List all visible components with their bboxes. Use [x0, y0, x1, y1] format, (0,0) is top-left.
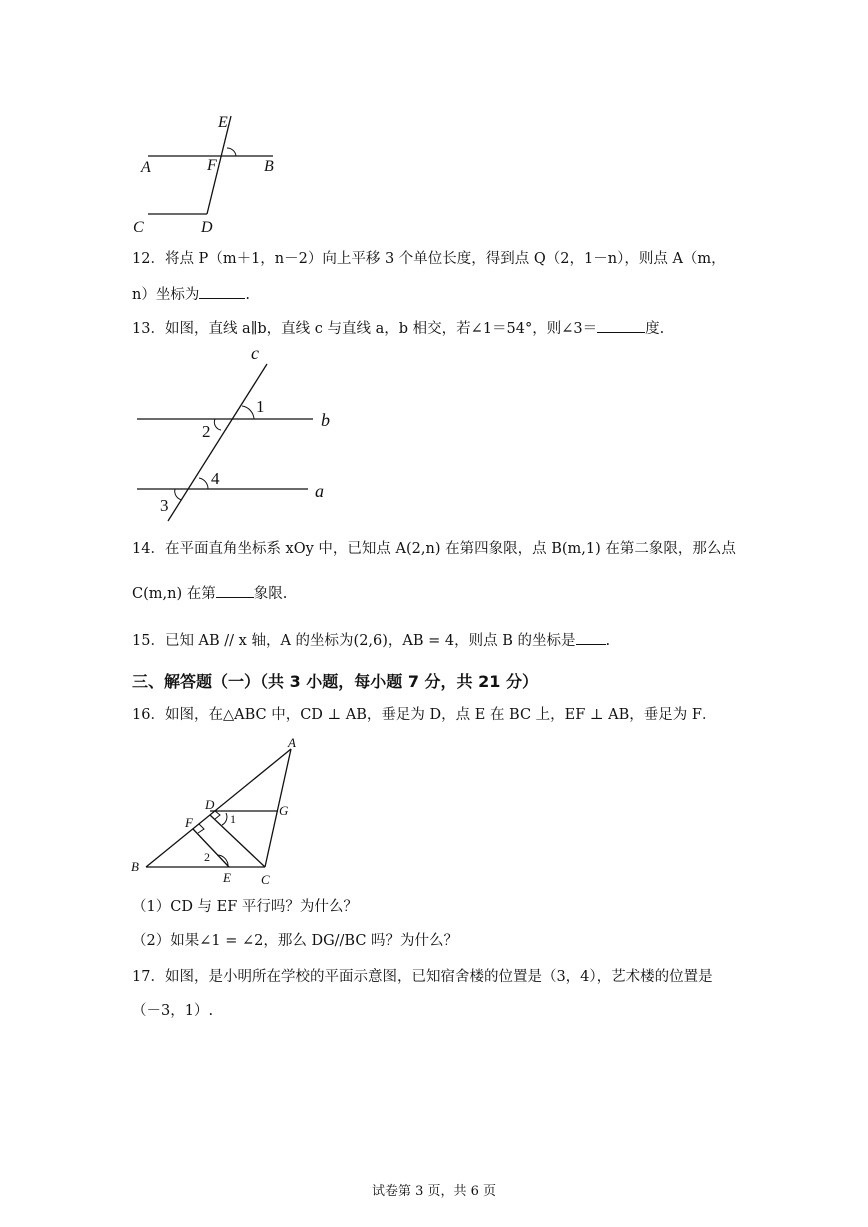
question-14: [132, 539, 736, 559]
q12-line1: 将点 P（m＋1，n－2）向上平移 3 个单位长度，得到点 Q（2，1－n），则点 A（m，: [164, 251, 726, 267]
figure-triangle-abc: [128, 733, 308, 888]
question-16-sub1: [132, 897, 358, 917]
q14-line2: C(m,n) 在第: [132, 586, 216, 602]
q14-number: 14．: [132, 541, 165, 557]
label-D: D: [201, 219, 213, 236]
label-1: 1: [230, 812, 236, 826]
q12-number: 12．: [132, 251, 165, 267]
q15-number: 15．: [132, 633, 165, 649]
q17-number: 17．: [132, 969, 165, 985]
q13-answer-blank[interactable]: [597, 318, 645, 333]
question-12: [132, 249, 726, 269]
question-13: [132, 318, 664, 339]
label-a: a: [315, 481, 324, 501]
q13-text-end: 度.: [645, 321, 665, 337]
label-F: F: [207, 157, 217, 174]
question-16: [132, 705, 716, 725]
label-2: 2: [202, 422, 211, 441]
label-E: E: [218, 114, 228, 131]
q17-line1: 如图，是小明所在学校的平面示意图，已知宿舍楼的位置是（3，4），艺术楼的位置是: [164, 969, 713, 985]
q12-answer-blank[interactable]: [199, 284, 245, 299]
q16-sub2: （2）如果∠1 = ∠2，那么 DG//BC 吗？为什么？: [132, 933, 459, 949]
label-c: c: [251, 343, 259, 363]
label-G: G: [279, 803, 289, 818]
label-b: b: [321, 410, 330, 430]
page-footer: 试卷第 3 页，共 6 页: [371, 1184, 497, 1199]
question-16-sub2: [132, 931, 458, 951]
q16-sub1: （1）CD 与 EF 平行吗？为什么？: [132, 899, 358, 915]
q15-text-end: .: [605, 633, 611, 649]
q14-line2-end: 象限.: [253, 586, 288, 602]
q17-line2: （－3，1）.: [132, 1003, 214, 1019]
question-15: [132, 630, 610, 651]
label-F: F: [185, 815, 193, 830]
q16-number: 16．: [132, 707, 165, 723]
figure-parallel-lines-efab: [130, 108, 290, 238]
question-17-line2: [132, 1001, 213, 1021]
q16-text: 如图，在△ABC 中，CD ⊥ AB，垂足为 D，点 E 在 BC 上，EF ⊥ AB，垂足为 F．: [164, 707, 717, 723]
q13-text: 如图，直线 a∥b，直线 c 与直线 a，b 相交，若∠1＝54°，则∠3＝: [164, 321, 598, 337]
q14-answer-blank[interactable]: [216, 583, 254, 598]
label-B: B: [264, 158, 274, 175]
q14-line1: 在平面直角坐标系 xOy 中，已知点 A(2,n) 在第四象限，点 B(m,1) 在第二象限，那么点: [164, 541, 736, 557]
q15-answer-blank[interactable]: [576, 630, 606, 645]
q12-line2: n）坐标为: [132, 287, 200, 303]
q12-line2-end: .: [245, 287, 250, 303]
label-A: A: [141, 159, 151, 176]
label-4: 4: [211, 469, 220, 488]
section-3-heading: 三、解答题（一）（共 3 小题，每小题 7 分，共 21 分）: [132, 672, 538, 691]
label-2: 2: [204, 850, 210, 864]
label-C: C: [261, 872, 270, 887]
label-B: B: [131, 859, 139, 874]
label-A: A: [288, 735, 296, 750]
label-E: E: [223, 870, 231, 885]
label-3: 3: [160, 496, 169, 515]
q15-text: 已知 AB // x 轴，A 的坐标为(2,6)，AB = 4，则点 B 的坐标是: [164, 633, 576, 649]
label-D: D: [205, 797, 215, 812]
question-17: [132, 967, 713, 987]
label-1: 1: [256, 397, 265, 416]
q13-number: 13．: [132, 321, 165, 337]
question-14-line2: [132, 583, 287, 604]
label-C: C: [133, 219, 144, 236]
figure-parallel-lines-abc: [130, 340, 340, 525]
question-12-line2: [132, 284, 250, 305]
